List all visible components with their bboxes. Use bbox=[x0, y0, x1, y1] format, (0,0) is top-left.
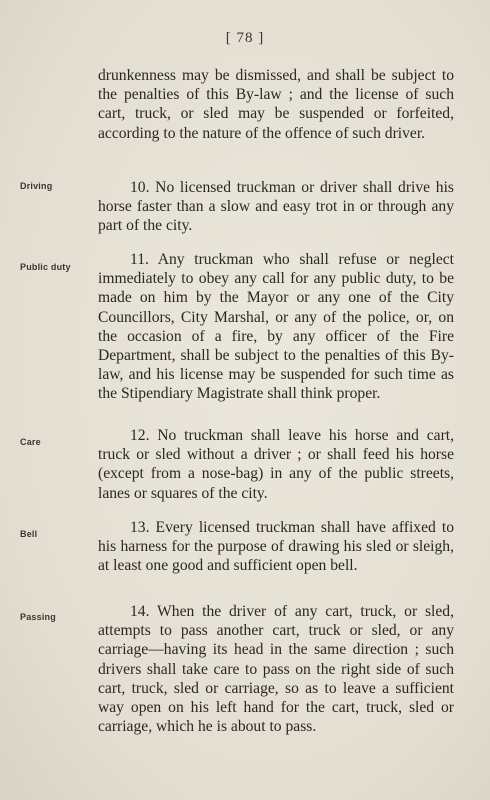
section-11-text: 11. Any truckman who shall refuse or neglect immediately to obey any call for any public duty, to be made on him by the Mayor or any one of the City Councillors, City Marshal, or any of the police, or, on the occasion of a fire, by any officer of the Fire Department, shall be subject to the penalties of this By-law, and his license may be suspended for such time as the Stipendiary Magistrate shall think proper. bbox=[98, 251, 454, 403]
continuation-paragraph bbox=[98, 66, 454, 143]
margin-note-public-duty: Public duty bbox=[20, 262, 71, 272]
section-13 bbox=[98, 518, 454, 576]
margin-note-bell: Bell bbox=[20, 529, 38, 539]
section-12-text: 12. No truckman shall leave his horse and cart, truck or sled without a driver ; or shall feed his horse (except from a nose-bag) in any of the public streets, lanes or squares of the city. bbox=[98, 427, 454, 502]
section-10-text: 10. No licensed truckman or driver shall drive his horse faster than a slow and easy trot in or through any part of the city. bbox=[98, 179, 454, 235]
section-10 bbox=[98, 178, 454, 236]
page-number: [ 78 ] bbox=[225, 30, 265, 46]
margin-note-driving: Driving bbox=[20, 181, 53, 191]
margin-note-care: Care bbox=[20, 437, 41, 447]
margin-note-passing: Passing bbox=[20, 612, 56, 622]
continuation-text: drunkenness may be dismissed, and shall be subject to the penalties of this By-law ; and the license of such cart, truck, or sled may be suspended or forfeited, according to the nature of the offence of such driver. bbox=[98, 67, 454, 142]
section-14 bbox=[98, 602, 454, 736]
section-11 bbox=[98, 250, 454, 404]
section-13-text: 13. Every licensed truckman shall have affixed to his harness for the purpose of drawing his sled or sleigh, at least one good and sufficient open bell. bbox=[98, 519, 454, 575]
section-12 bbox=[98, 426, 454, 503]
section-14-text: 14. When the driver of any cart, truck, or sled, attempts to pass another cart, truck or sled, or any carriage—having its head in the same direction ; such drivers shall take care to pass on the right side of such cart, truck, sled or carriage, so as to leave a sufficient way open on his left hand for the cart, truck, sled or carriage, which he is about to pass. bbox=[98, 603, 454, 736]
